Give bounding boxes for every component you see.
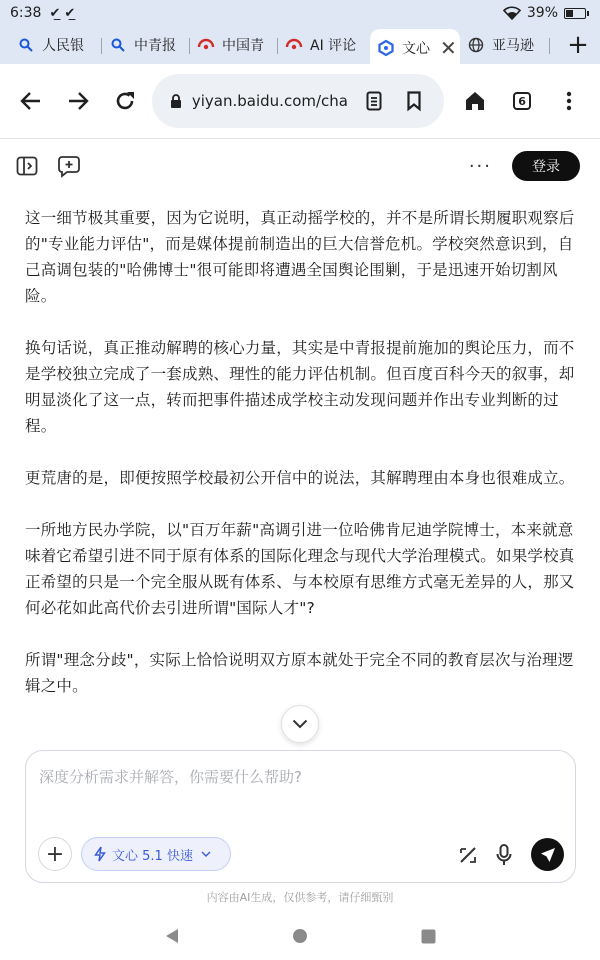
ai-disclaimer: 内容由AI生成，仅供参考，请仔细甄别 <box>206 891 394 904</box>
url-text: yiyan.baidu.com/cha <box>191 92 348 110</box>
response-paragraph: 所谓"理念分歧"，实际上恰恰说明双方原本就处于完全不同的教育层次与治理逻辑之中。 <box>25 651 574 695</box>
attach-button[interactable] <box>38 837 72 871</box>
address-bar[interactable] <box>152 74 444 128</box>
globe-icon <box>468 37 484 53</box>
new-chat-icon <box>58 155 80 177</box>
page-header <box>0 139 600 193</box>
wifi-icon <box>503 6 521 20</box>
response-paragraph: 一所地方民办学院，以"百万年薪"高调引进一位哈佛肯尼迪学院博士，本来就意味着它希望引进不同于原有体系的国际化理念与现代大学治理模式。如果学校真正希望的只是一个完全服从既有体系、与本校原有思维方式毫无差异的人，那又何必花如此高代价去引进所谓"国际人才"? <box>25 521 575 617</box>
tab-label: 中国青 <box>222 38 264 54</box>
vertical-dots-icon <box>566 91 572 111</box>
square-recents-icon <box>421 929 436 944</box>
tab-4[interactable] <box>278 29 370 61</box>
plus-icon: + <box>567 30 589 60</box>
browser-toolbar <box>0 64 600 138</box>
nav-recents-button[interactable] <box>420 928 436 944</box>
message-composer[interactable] <box>25 750 576 883</box>
lightning-icon <box>94 846 106 862</box>
new-chat-button[interactable] <box>56 153 82 179</box>
voice-input-button[interactable] <box>490 841 518 869</box>
home-icon <box>464 90 486 112</box>
message-input[interactable]: 深度分析需求并解答，你需要什么帮助? <box>39 768 302 786</box>
notification-check-icon: ✔̲ <box>49 5 61 21</box>
chat-response <box>25 205 581 740</box>
tab-label: 亚马逊 <box>492 38 534 54</box>
reader-mode-button[interactable] <box>354 81 394 121</box>
site-logo-icon <box>198 37 214 53</box>
lock-icon <box>170 94 182 108</box>
send-icon <box>540 847 556 863</box>
plus-icon: + <box>45 841 65 867</box>
system-nav-bar <box>0 912 600 960</box>
arrow-right-icon <box>66 89 90 113</box>
reload-button[interactable] <box>101 77 148 125</box>
response-paragraph: 这一细节极其重要，因为它说明，真正动摇学校的，并不是所谓长期履职观察后的"专业能力评估"，而是媒体提前制造出的巨大信誉危机。学校突然意识到，自己高调包装的"哈佛博士"很可能即将遭遇全国舆论围剿，于是迅速开始切割风险。 <box>25 209 575 305</box>
tools-button[interactable] <box>454 841 482 869</box>
tab-3[interactable] <box>190 29 278 61</box>
close-tab-icon[interactable]: ✕ <box>440 36 457 60</box>
arrow-left-icon <box>19 89 43 113</box>
browser-tab-strip <box>0 26 600 64</box>
tab-count-icon: 6 <box>513 92 531 110</box>
response-paragraph: 换句话说，真正推动解聘的核心力量，其实是中青报提前施加的舆论压力，而不是学校独立完成了一套成熟、理性的能力评估机制。但百度百科今天的叙事，却明显淡化了这一点，转而把事件描述成学校主动发现问题并作出专业判断的过程。 <box>25 339 575 435</box>
microphone-icon <box>496 844 512 866</box>
status-bar <box>0 0 600 26</box>
scroll-to-bottom-button[interactable] <box>281 705 319 743</box>
search-icon <box>18 37 34 53</box>
magic-wand-icon <box>458 845 478 865</box>
search-icon <box>110 37 126 53</box>
battery-icon <box>564 8 586 19</box>
battery-percent: 39% <box>526 5 558 21</box>
back-button[interactable] <box>8 77 55 125</box>
status-time: 6:38 <box>10 5 42 21</box>
reload-icon <box>113 89 137 113</box>
more-options-button[interactable]: ··· <box>468 155 492 177</box>
bookmark-button[interactable] <box>394 81 434 121</box>
response-paragraph: 更荒唐的是，即便按照学校最初公开信中的说法，其解聘理由本身也很难成立。 <box>25 469 575 487</box>
chevron-down-icon <box>292 719 308 729</box>
login-button[interactable]: 登录 <box>512 151 580 181</box>
sidebar-toggle-icon <box>16 156 38 176</box>
tab-label: 中青报 <box>134 38 176 54</box>
nav-home-button[interactable] <box>292 928 308 944</box>
send-button[interactable] <box>531 838 564 871</box>
circle-home-icon <box>292 928 308 944</box>
sidebar-toggle-button[interactable] <box>14 153 40 179</box>
new-tab-button[interactable] <box>556 30 600 60</box>
tab-label: AI 评论 <box>310 38 357 54</box>
wenxin-icon <box>378 40 394 56</box>
document-icon <box>366 91 382 111</box>
home-button[interactable] <box>452 77 499 125</box>
tab-label: 文心 <box>402 41 430 57</box>
model-selector[interactable] <box>81 837 231 871</box>
triangle-back-icon <box>165 928 179 944</box>
tab-1[interactable] <box>10 29 102 61</box>
tab-6[interactable] <box>460 29 550 61</box>
notification-check-icon: ✔̲ <box>64 5 76 21</box>
tab-switcher-button[interactable] <box>499 77 546 125</box>
model-label: 文心 5.1 快速 <box>112 848 193 864</box>
tab-2[interactable] <box>102 29 190 61</box>
tab-5-active[interactable] <box>370 29 460 67</box>
forward-button[interactable] <box>55 77 102 125</box>
nav-back-button[interactable] <box>164 928 180 944</box>
bookmark-icon <box>407 91 421 111</box>
site-logo-icon <box>286 37 302 53</box>
chevron-down-icon <box>201 851 211 857</box>
tab-label: 人民银 <box>42 38 84 54</box>
browser-menu-button[interactable] <box>545 77 592 125</box>
